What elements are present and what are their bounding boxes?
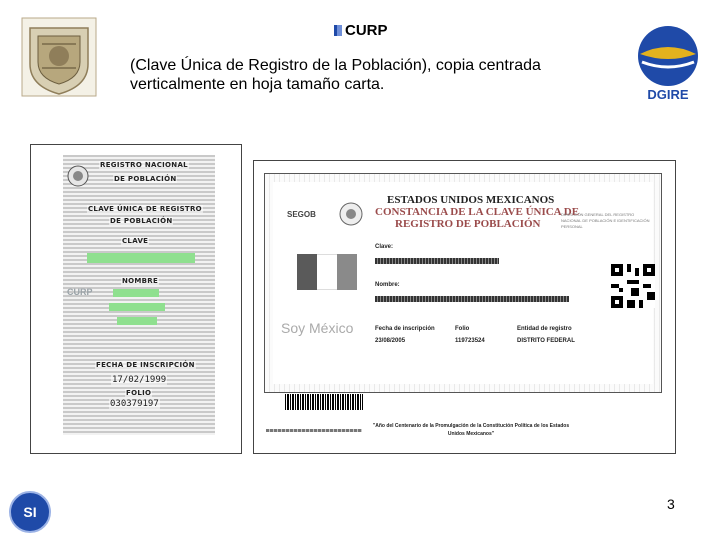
slide-description: (Clave Única de Registro de la Población), copia centrada verticalmente en hoja tamaño carta. xyxy=(130,57,541,93)
qr-code xyxy=(611,264,655,308)
redacted-clave xyxy=(87,253,195,263)
form-nombre-label: NOMBRE xyxy=(122,277,159,285)
cert-heading1: ESTADOS UNIDOS MEXICANOS xyxy=(387,194,555,206)
cert-footer-line xyxy=(266,429,362,432)
cert-heading3: REGISTRO DE POBLACIÓN xyxy=(395,218,541,230)
svg-text:SI: SI xyxy=(23,504,37,520)
redacted-name-3 xyxy=(117,317,157,325)
cert-clave-label: Clave: xyxy=(375,244,394,250)
form-heading3: CLAVE ÚNICA DE REGISTRO xyxy=(88,205,202,213)
form-clave-label: CLAVE xyxy=(122,237,149,245)
curp-form-card xyxy=(30,144,242,454)
cert-nombre-label: Nombre: xyxy=(375,282,400,288)
cert-folio-label: Folio xyxy=(455,326,470,332)
seal-icon xyxy=(339,202,363,226)
curp-watermark: CURP xyxy=(67,287,93,297)
cert-direccion: DIRECCIÓN GENERAL DEL REGISTRO NACIONAL DE POBLACIÓN E IDENTIFICACIÓN PERSONAL xyxy=(561,212,650,229)
form-heading4: DE POBLACIÓN xyxy=(110,217,173,225)
svg-text:DGIRE: DGIRE xyxy=(647,87,689,102)
dgire-logo xyxy=(628,20,708,102)
form-folio-value: 030379197 xyxy=(110,399,159,409)
redacted-name-2 xyxy=(109,303,165,311)
bullet-icon xyxy=(334,25,342,36)
form-heading1: REGISTRO NACIONAL xyxy=(100,161,188,169)
slide-title xyxy=(334,22,388,39)
cert-entidad-label: Entidad de registro xyxy=(517,326,572,332)
page-number: 3 xyxy=(667,496,675,512)
curp-form xyxy=(63,155,215,435)
unam-crest-logo xyxy=(20,16,98,98)
cert-folio-value: 119723524 xyxy=(455,338,485,344)
redacted-name-1 xyxy=(113,289,159,297)
seal-icon xyxy=(67,165,89,187)
cert-ano-text: "Año del Centenario de la Promulgación de la Constitución Política de los Estados Unidos Mexicanos" xyxy=(372,423,570,437)
curp-certificate xyxy=(264,173,662,437)
segob-label: SEGOB xyxy=(287,210,316,219)
soy-mexico-watermark: Soy México xyxy=(281,320,354,336)
redacted-nombre xyxy=(375,296,569,302)
form-fecha-value: 17/02/1999 xyxy=(112,375,167,385)
cert-fecha-value: 23/08/2005 xyxy=(375,338,406,344)
slide-title-text: CURP xyxy=(345,22,388,39)
curp-certificate-card xyxy=(253,160,676,454)
barcode xyxy=(285,394,363,410)
cert-fecha-label: Fecha de inscripción xyxy=(375,326,435,332)
form-heading2: DE POBLACIÓN xyxy=(114,175,177,183)
form-folio-label: FOLIO xyxy=(126,389,152,397)
form-fecha-label: FECHA DE INSCRIPCIÓN xyxy=(96,361,195,369)
mexican-flag xyxy=(297,254,357,290)
cert-heading2: CONSTANCIA DE LA CLAVE ÚNICA DE xyxy=(375,206,580,218)
cert-entidad-value: DISTRITO FEDERAL xyxy=(517,338,575,344)
redacted-clave xyxy=(375,258,499,264)
si-logo xyxy=(8,490,52,534)
